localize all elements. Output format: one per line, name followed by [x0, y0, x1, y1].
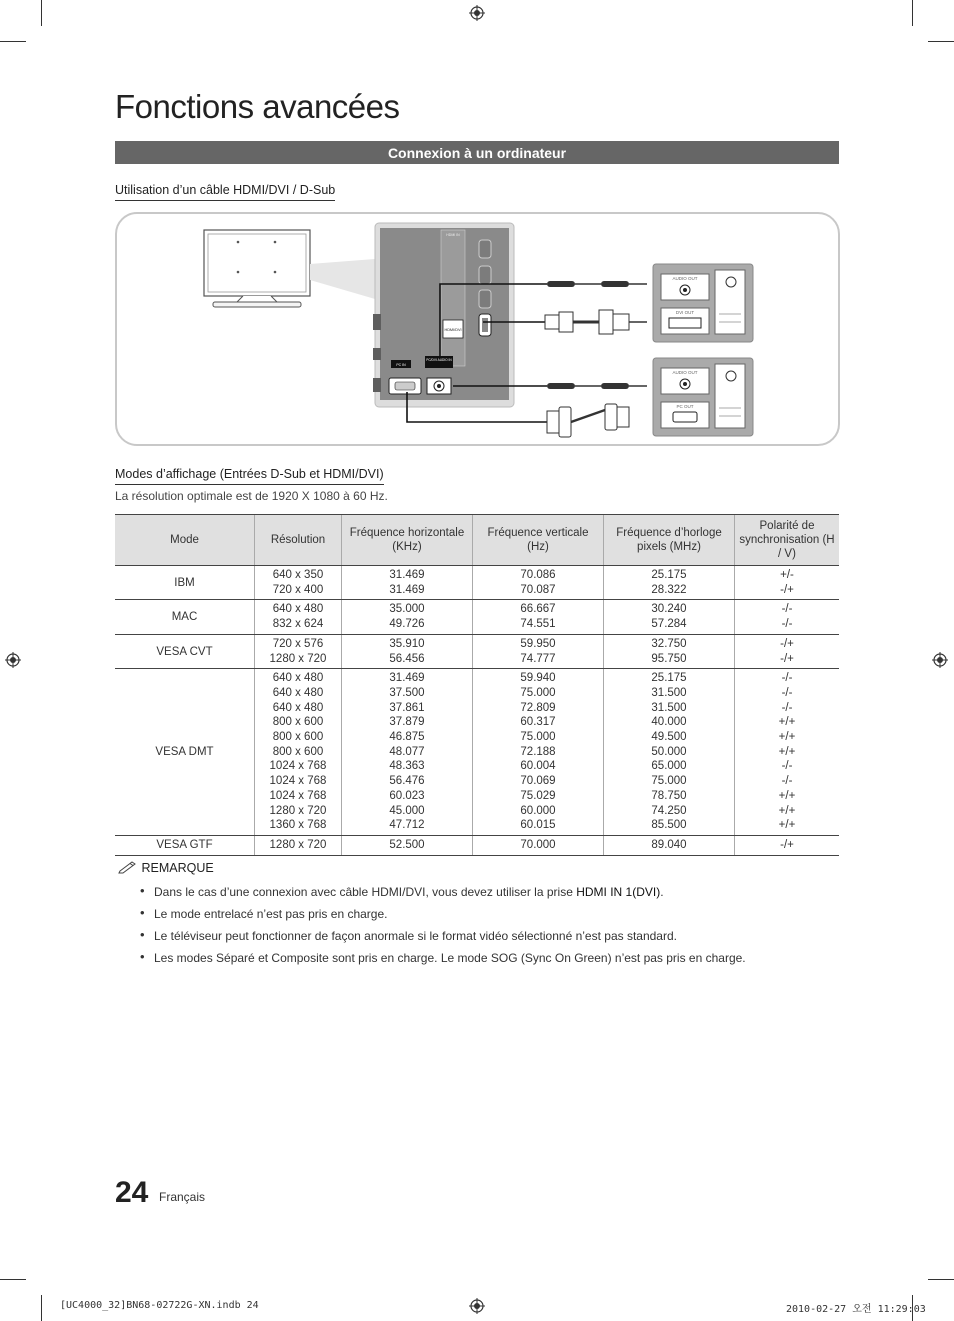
remark-heading [118, 860, 214, 875]
tv-rear-icon [204, 230, 310, 307]
list-item: • Le mode entrelacé n’est pas pris en charge. [140, 906, 746, 928]
polarity-cell: -/- -/- [735, 600, 840, 634]
mode-cell: VESA GTF [115, 835, 255, 855]
crop-mark [912, 0, 913, 26]
registration-mark-icon [469, 1298, 485, 1314]
page-number: 24 [115, 1176, 149, 1209]
clock-cell: 25.175 31.500 31.500 40.000 49.500 50.000 65.000 75.000 78.750 74.250 85.500 [604, 669, 735, 836]
audio-cable-icon [547, 281, 647, 287]
table-row [115, 669, 839, 836]
mode-cell: IBM [115, 566, 255, 600]
list-item: • Les modes Séparé et Composite sont pris en charge. Le mode SOG (Sync On Green) n’est pas pris en charge. [140, 950, 746, 972]
pc-dsub-icon [653, 358, 753, 436]
table-row [115, 835, 839, 855]
page-language: Français [159, 1190, 206, 1204]
crop-mark [0, 41, 26, 42]
pc-dvi-icon [653, 264, 753, 342]
clock-cell: 32.750 95.750 [604, 634, 735, 668]
registration-mark-icon [932, 652, 948, 668]
resolution-cell: 720 x 576 1280 x 720 [255, 634, 342, 668]
hfreq-cell: 31.469 31.469 [342, 566, 473, 600]
table-row [115, 566, 839, 600]
vfreq-cell: 66.667 74.551 [473, 600, 604, 634]
pc2-pc-out-label: PC OUT [676, 404, 694, 409]
resolution-cell: 640 x 480 832 x 624 [255, 600, 342, 634]
crop-mark [41, 1295, 42, 1321]
tv-port-pc-in: PC IN [396, 363, 406, 367]
display-modes-table [115, 514, 839, 856]
tv-port-panel [373, 223, 514, 407]
resolution-cell: 640 x 480 640 x 480 640 x 480 800 x 600 800 x 600 800 x 600 1024 x 768 1024 x 768 1024 x 768 1280 x 720 1360 x 768 [255, 669, 342, 836]
optimal-resolution-text: La résolution optimale est de 1920 X 1080 à 60 Hz. [115, 489, 388, 503]
crop-mark [41, 0, 42, 26]
dvi-cable-icon [545, 310, 647, 334]
mode-cell: MAC [115, 600, 255, 634]
list-item: • Dans le cas d’une connexion avec câble HDMI/DVI, vous devez utiliser la prise HDMI IN 1(DVI). [140, 884, 746, 906]
remark-title: REMARQUE [141, 861, 214, 875]
dsub-cable-icon [547, 404, 629, 437]
vfreq-cell: 59.950 74.777 [473, 634, 604, 668]
registration-mark-icon [469, 5, 485, 21]
crop-mark [928, 1279, 954, 1280]
connection-diagram-art [117, 214, 838, 444]
polarity-cell: +/- -/+ [735, 566, 840, 600]
page-title: Fonctions avancées [115, 88, 400, 125]
modes-heading: Modes d’affichage (Entrées D-Sub et HDMI/DVI) [115, 467, 384, 485]
polarity-cell: -/+ -/+ [735, 634, 840, 668]
table-row [115, 634, 839, 668]
tv-port-pc-dvi-audio: PC/DVI AUDIO IN [426, 358, 452, 362]
col-header-resolution: Résolution [255, 515, 342, 566]
pc1-audio-out-label: AUDIO OUT [672, 276, 698, 281]
mode-cell: VESA DMT [115, 669, 255, 836]
resolution-cell: 640 x 350 720 x 400 [255, 566, 342, 600]
resolution-cell: 1280 x 720 [255, 835, 342, 855]
col-header-vertical-freq: Fréquence verticale (Hz) [473, 515, 604, 566]
col-header-sync-polarity: Polarité de synchronisation (H / V) [735, 515, 840, 566]
list-item: • Le téléviseur peut fonctionner de façon anormale si le format vidéo sélectionné n’est pas standard. [140, 928, 746, 950]
file-info: [UC4000_32]BN68-02722G-XN.indb 24 [60, 1300, 259, 1311]
crop-mark [928, 41, 954, 42]
hfreq-cell: 35.910 56.456 [342, 634, 473, 668]
print-timestamp: 2010-02-27 오전 11:29:03 [786, 1304, 926, 1315]
hfreq-cell: 31.469 37.500 37.861 37.879 46.875 48.077 48.363 56.476 60.023 45.000 47.712 [342, 669, 473, 836]
remark-list [140, 884, 746, 972]
cable-subheading: Utilisation d’un câble HDMI/DVI / D-Sub [115, 183, 335, 201]
vfreq-cell: 59.940 75.000 72.809 60.317 75.000 72.188 60.004 70.069 75.029 60.000 60.015 [473, 669, 604, 836]
pc2-audio-out-label: AUDIO OUT [672, 370, 698, 375]
vfreq-cell: 70.086 70.087 [473, 566, 604, 600]
tv-port-hdmi-in: HDMI IN [446, 233, 460, 237]
hfreq-cell: 35.000 49.726 [342, 600, 473, 634]
col-header-horizontal-freq: Fréquence horizontale (KHz) [342, 515, 473, 566]
polarity-cell: -/+ [735, 835, 840, 855]
connection-diagram [115, 212, 840, 446]
table-row [115, 600, 839, 634]
clock-cell: 89.040 [604, 835, 735, 855]
pencil-note-icon [118, 860, 138, 874]
registration-mark-icon [5, 652, 21, 668]
crop-mark [0, 1279, 26, 1280]
section-title-bar: Connexion à un ordinateur [115, 141, 839, 164]
clock-cell: 30.240 57.284 [604, 600, 735, 634]
vfreq-cell: 70.000 [473, 835, 604, 855]
audio-cable-icon [547, 383, 647, 389]
pc1-dvi-out-label: DVI OUT [675, 310, 695, 315]
mode-cell: VESA CVT [115, 634, 255, 668]
hfreq-cell: 52.500 [342, 835, 473, 855]
col-header-pixel-clock: Fréquence d’horloge pixels (MHz) [604, 515, 735, 566]
tv-port-hdmi-dvi: HDMI/DVI [444, 328, 462, 332]
col-header-mode: Mode [115, 515, 255, 566]
polarity-cell: -/- -/- -/- +/+ +/+ +/+ -/- -/- +/+ +/+ +/+ [735, 669, 840, 836]
clock-cell: 25.175 28.322 [604, 566, 735, 600]
